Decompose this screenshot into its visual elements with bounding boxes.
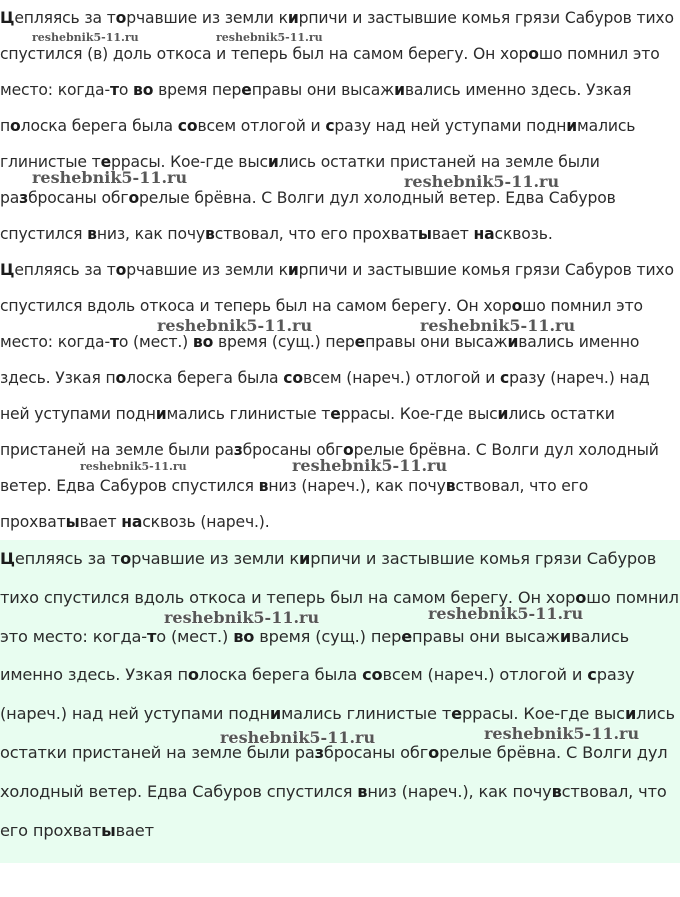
text-run: разу (нареч.) над ней уступами подн [0,665,635,724]
text-run: бросаны обг [323,742,429,762]
text-run: рчавшие из земли к [131,549,300,568]
highlighted-letter: со [283,369,303,387]
text-run: ррасы. Кое-где выс [461,704,625,724]
highlighted-letter: о [128,189,140,207]
text-run: правы они высаж [251,81,395,99]
text-run: ррасы. Кое-где выс [111,153,268,171]
highlighted-letter: о [428,742,440,762]
highlighted-letter: е [100,153,112,171]
paragraph-annotated [0,252,680,540]
highlighted-letter: з [314,742,324,762]
text-run: о [118,81,134,99]
watermark: reshebnik5-11.ru [32,31,139,44]
watermark: reshebnik5-11.ru [32,168,188,187]
text-run: лись остатки пристаней на земле были ра [0,405,615,459]
highlighted-letter: о [10,117,21,135]
text-run: релые брёвна. С Волги дул холодный ветер. Едва Сабуров спустился [0,742,668,801]
text-run: вает [79,513,122,531]
highlighted-letter: о [343,441,354,459]
watermark: reshebnik5-11.ru [484,724,640,743]
highlighted-letter: во [192,333,214,351]
text-run: всем отлогой и [197,117,326,135]
highlighted-letter: с [587,665,597,685]
highlighted-letter: и [269,704,282,724]
text-run: разу (нареч.) над ней уступами подн [0,369,650,423]
highlighted-letter: с [325,117,335,135]
highlighted-letter: ы [101,820,116,840]
text-run: бросаны обг [28,189,129,207]
watermark: reshebnik5-11.ru [404,172,560,191]
text-run: о (мест.) [118,333,193,351]
text-run: низ (нареч.), как почу [268,477,446,495]
text-run: шо помнил это место: когда- [0,45,660,99]
text-run: разу над ней уступами подн [334,117,567,135]
highlighted-letter: в [205,225,215,243]
highlighted-letter: ы [65,513,80,531]
text-run: время (сущ.) пер [254,626,402,646]
highlighted-letter: з [19,189,29,207]
text-run: мались глинистые т [0,117,636,171]
text-run: о (мест.) [156,626,234,646]
text-run: вает [431,225,474,243]
highlighted-letter: и [507,333,519,351]
text-run: ствовал, что его прохват [214,225,418,243]
text-run: релые брёвна. С Волги дул холодный ветер. Едва Сабуров спустился [0,441,659,495]
highlighted-letter: е [354,333,366,351]
text-run: низ (нареч.), как почу [367,781,552,801]
highlighted-letter: о [115,261,127,279]
text-run: бросаны обг [242,441,344,459]
text-run: епляясь за т [14,549,121,568]
text-run: рпичи и застывшие комья грязи Сабуров тихо спустился вдоль откоса и теперь был на самом берегу. Он хор [0,549,657,607]
highlighted-letter: Ц [0,261,15,279]
highlighted-letter: в [445,477,456,495]
text-run: мались глинистые т [166,405,331,423]
text-run: правы они высаж [365,333,508,351]
text-run: мались глинистые т [281,704,452,724]
watermark: reshebnik5-11.ru [220,728,376,747]
highlighted-letter: и [559,626,572,646]
watermark: reshebnik5-11.ru [292,456,448,475]
highlighted-letter: о [115,9,127,27]
highlighted-letter: Ц [0,549,15,568]
highlighted-letter: и [267,153,279,171]
text-run: сквозь. [494,225,553,243]
text-run: ррасы. Кое-где выс [340,405,498,423]
text-run: время (сущ.) пер [213,333,355,351]
text-run: шо помнил это место: когда- [0,297,643,351]
text-run: епляясь за т [14,261,116,279]
highlighted-letter: о [511,297,523,315]
watermark: reshebnik5-11.ru [157,316,313,335]
text-section-highlighted [0,540,680,863]
text-run: сквозь (нареч.). [142,513,270,531]
text-run: ствовал, что его прохват [0,477,589,531]
highlighted-letter: в [551,781,562,801]
text-run: правы они высаж [412,626,560,646]
highlighted-letter: о [187,665,199,685]
highlighted-letter: е [330,405,341,423]
highlighted-letter: со [362,665,383,685]
text-run: епляясь за т [14,9,116,27]
highlighted-letter: и [394,81,405,99]
watermark: reshebnik5-11.ru [428,604,584,623]
highlighted-letter: о [120,549,132,568]
highlighted-letter: на [121,513,143,531]
text-run: вались именно здесь. Узкая п [0,626,629,685]
highlighted-letter: о [115,369,127,387]
highlighted-letter: о [575,587,587,607]
highlighted-letter: во [133,81,154,99]
text-run: вались именно здесь. Узкая п [0,81,632,135]
paragraph-original [0,0,680,252]
highlighted-letter: на [473,225,495,243]
highlighted-letter: е [241,81,252,99]
highlighted-letter: и [287,9,299,27]
text-run: рчавшие из земли к [126,261,288,279]
highlighted-letter: и [287,261,299,279]
text-run: релые брёвна. С Волги дул холодный ветер. Едва Сабуров спустился [0,189,616,243]
text-run: время пер [153,81,242,99]
watermark: reshebnik5-11.ru [164,608,320,627]
watermark: reshebnik5-11.ru [80,460,187,473]
watermark: reshebnik5-11.ru [216,31,323,44]
text-run: шо помнил это место: когда- [0,587,679,646]
highlighted-letter: е [451,704,462,724]
highlighted-letter: и [566,117,578,135]
text-run: лись остатки пристаней на земле были ра [0,704,675,762]
highlighted-letter: со [177,117,198,135]
watermark: reshebnik5-11.ru [420,316,576,335]
highlighted-letter: в [87,225,97,243]
text-run: лоска берега была [198,665,363,685]
text-run: всем (нареч.) отлогой и [302,369,501,387]
highlighted-letter: и [624,704,637,724]
text-run: рчавшие из земли к [126,9,288,27]
text-run: рпичи и застывшие комья грязи Сабуров тихо спустился (в) доль откоса и теперь был на самом берегу. Он хор [0,9,674,63]
text-run: рпичи и застывшие комья грязи Сабуров тихо спустился вдоль откоса и теперь был на самом берегу. Он хор [0,261,674,315]
highlighted-letter: во [233,626,255,646]
text-run: вались именно здесь. Узкая п [0,333,640,387]
text-run: лоска берега была [126,369,284,387]
highlighted-letter: Ц [0,9,15,27]
highlighted-letter: ы [417,225,432,243]
text-run: вает [115,820,154,840]
text-run: лоска берега была [20,117,178,135]
highlighted-letter: з [233,441,243,459]
highlighted-letter: т [146,626,157,646]
text-run: лись остатки пристаней на земле были ра [0,153,600,207]
highlighted-letter: в [258,477,269,495]
highlighted-letter: т [109,81,119,99]
paragraph-highlighted [0,540,680,850]
highlighted-letter: с [500,369,510,387]
highlighted-letter: и [299,549,311,568]
highlighted-letter: и [497,405,509,423]
highlighted-letter: в [357,781,368,801]
text-run: всем (нареч.) отлогой и [382,665,588,685]
text-run: ствовал, что его прохват [0,781,667,840]
highlighted-letter: е [401,626,413,646]
highlighted-letter: и [155,405,167,423]
highlighted-letter: о [528,45,539,63]
text-run: низ, как почу [96,225,206,243]
highlighted-letter: т [109,333,119,351]
